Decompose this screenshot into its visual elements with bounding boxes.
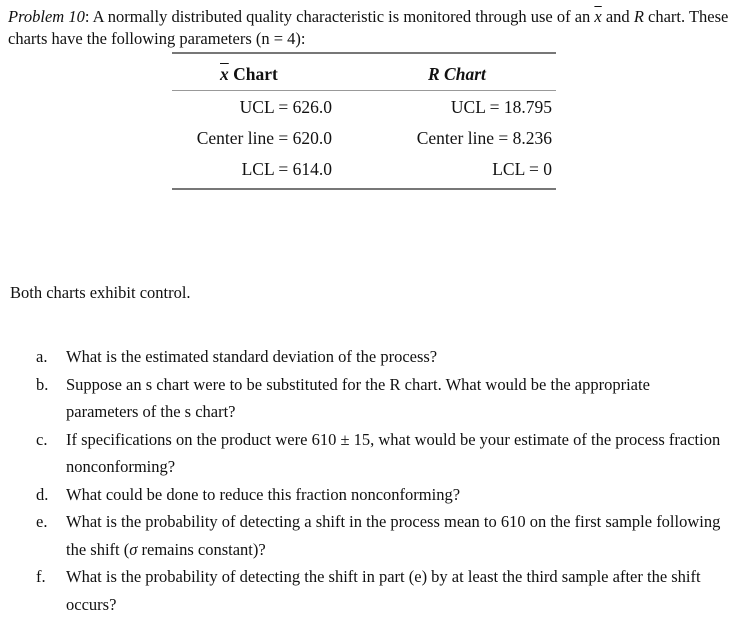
table-header: [172, 54, 556, 91]
r-lcl: LCL = 0: [492, 159, 552, 179]
xbar-header-symbol: $\overline{x}$: [220, 64, 229, 84]
xbar-ucl: UCL = 626.0: [239, 97, 332, 117]
control-statement: Both charts exhibit control.: [10, 283, 191, 302]
problem-label: Problem 10: [8, 7, 85, 26]
xbar-center-line: Center line = 620.0: [196, 128, 332, 148]
question-label: e.: [36, 512, 48, 531]
question-text: What is the probability of detecting a shift in the process mean to 610 on the first sample following the shift (: [66, 512, 721, 559]
question-text: Suppose an s chart were to be substituted for the R chart. What would be the appropriate parameters of the s chart?: [66, 374, 650, 421]
question-label: a.: [36, 347, 48, 366]
question-e: [36, 508, 726, 563]
parameters-table: [172, 52, 556, 190]
question-text-end: remains constant)?: [137, 539, 266, 559]
r-chart-header: R Chart: [428, 64, 486, 84]
table-row: [172, 122, 556, 153]
problem-text-3: chart. These charts have the following parameters (n = 4):: [8, 7, 729, 48]
xbar-symbol: $\overline{x}$: [594, 7, 602, 26]
problem-text-1: : A normally distributed quality characteristic is monitored through use of an: [84, 7, 595, 26]
question-d: [36, 481, 726, 509]
r-center-line: Center line = 8.236: [416, 128, 552, 148]
question-text: What is the probability of detecting the shift in part (e) by at least the third sample after the shift occurs?: [66, 567, 701, 614]
r-symbol: R: [633, 7, 644, 26]
xbar-lcl: LCL = 614.0: [241, 159, 332, 179]
question-b: [36, 371, 726, 426]
table-row: [172, 91, 556, 122]
problem-text-2: and: [601, 7, 634, 26]
sigma-symbol: σ: [129, 539, 138, 559]
question-c: [36, 426, 726, 481]
question-label: b.: [36, 374, 49, 394]
question-f: [36, 563, 726, 618]
question-text: What could be done to reduce this fraction nonconforming?: [66, 484, 461, 504]
r-ucl: UCL = 18.795: [450, 97, 552, 117]
question-label: f.: [36, 567, 46, 586]
table-row: [172, 153, 556, 190]
question-list: [36, 343, 726, 618]
question-a: [36, 343, 726, 371]
question-label: c.: [36, 429, 48, 449]
problem-statement: [8, 6, 730, 50]
xbar-chart-header: [220, 64, 278, 85]
question-label: d.: [36, 484, 49, 504]
xbar-header-text: Chart: [228, 64, 278, 84]
question-text: What is the estimated standard deviation of the process?: [66, 347, 438, 366]
question-text: If specifications on the product were 610 ± 15, what would be your estimate of the process fraction nonconforming?: [66, 429, 721, 476]
